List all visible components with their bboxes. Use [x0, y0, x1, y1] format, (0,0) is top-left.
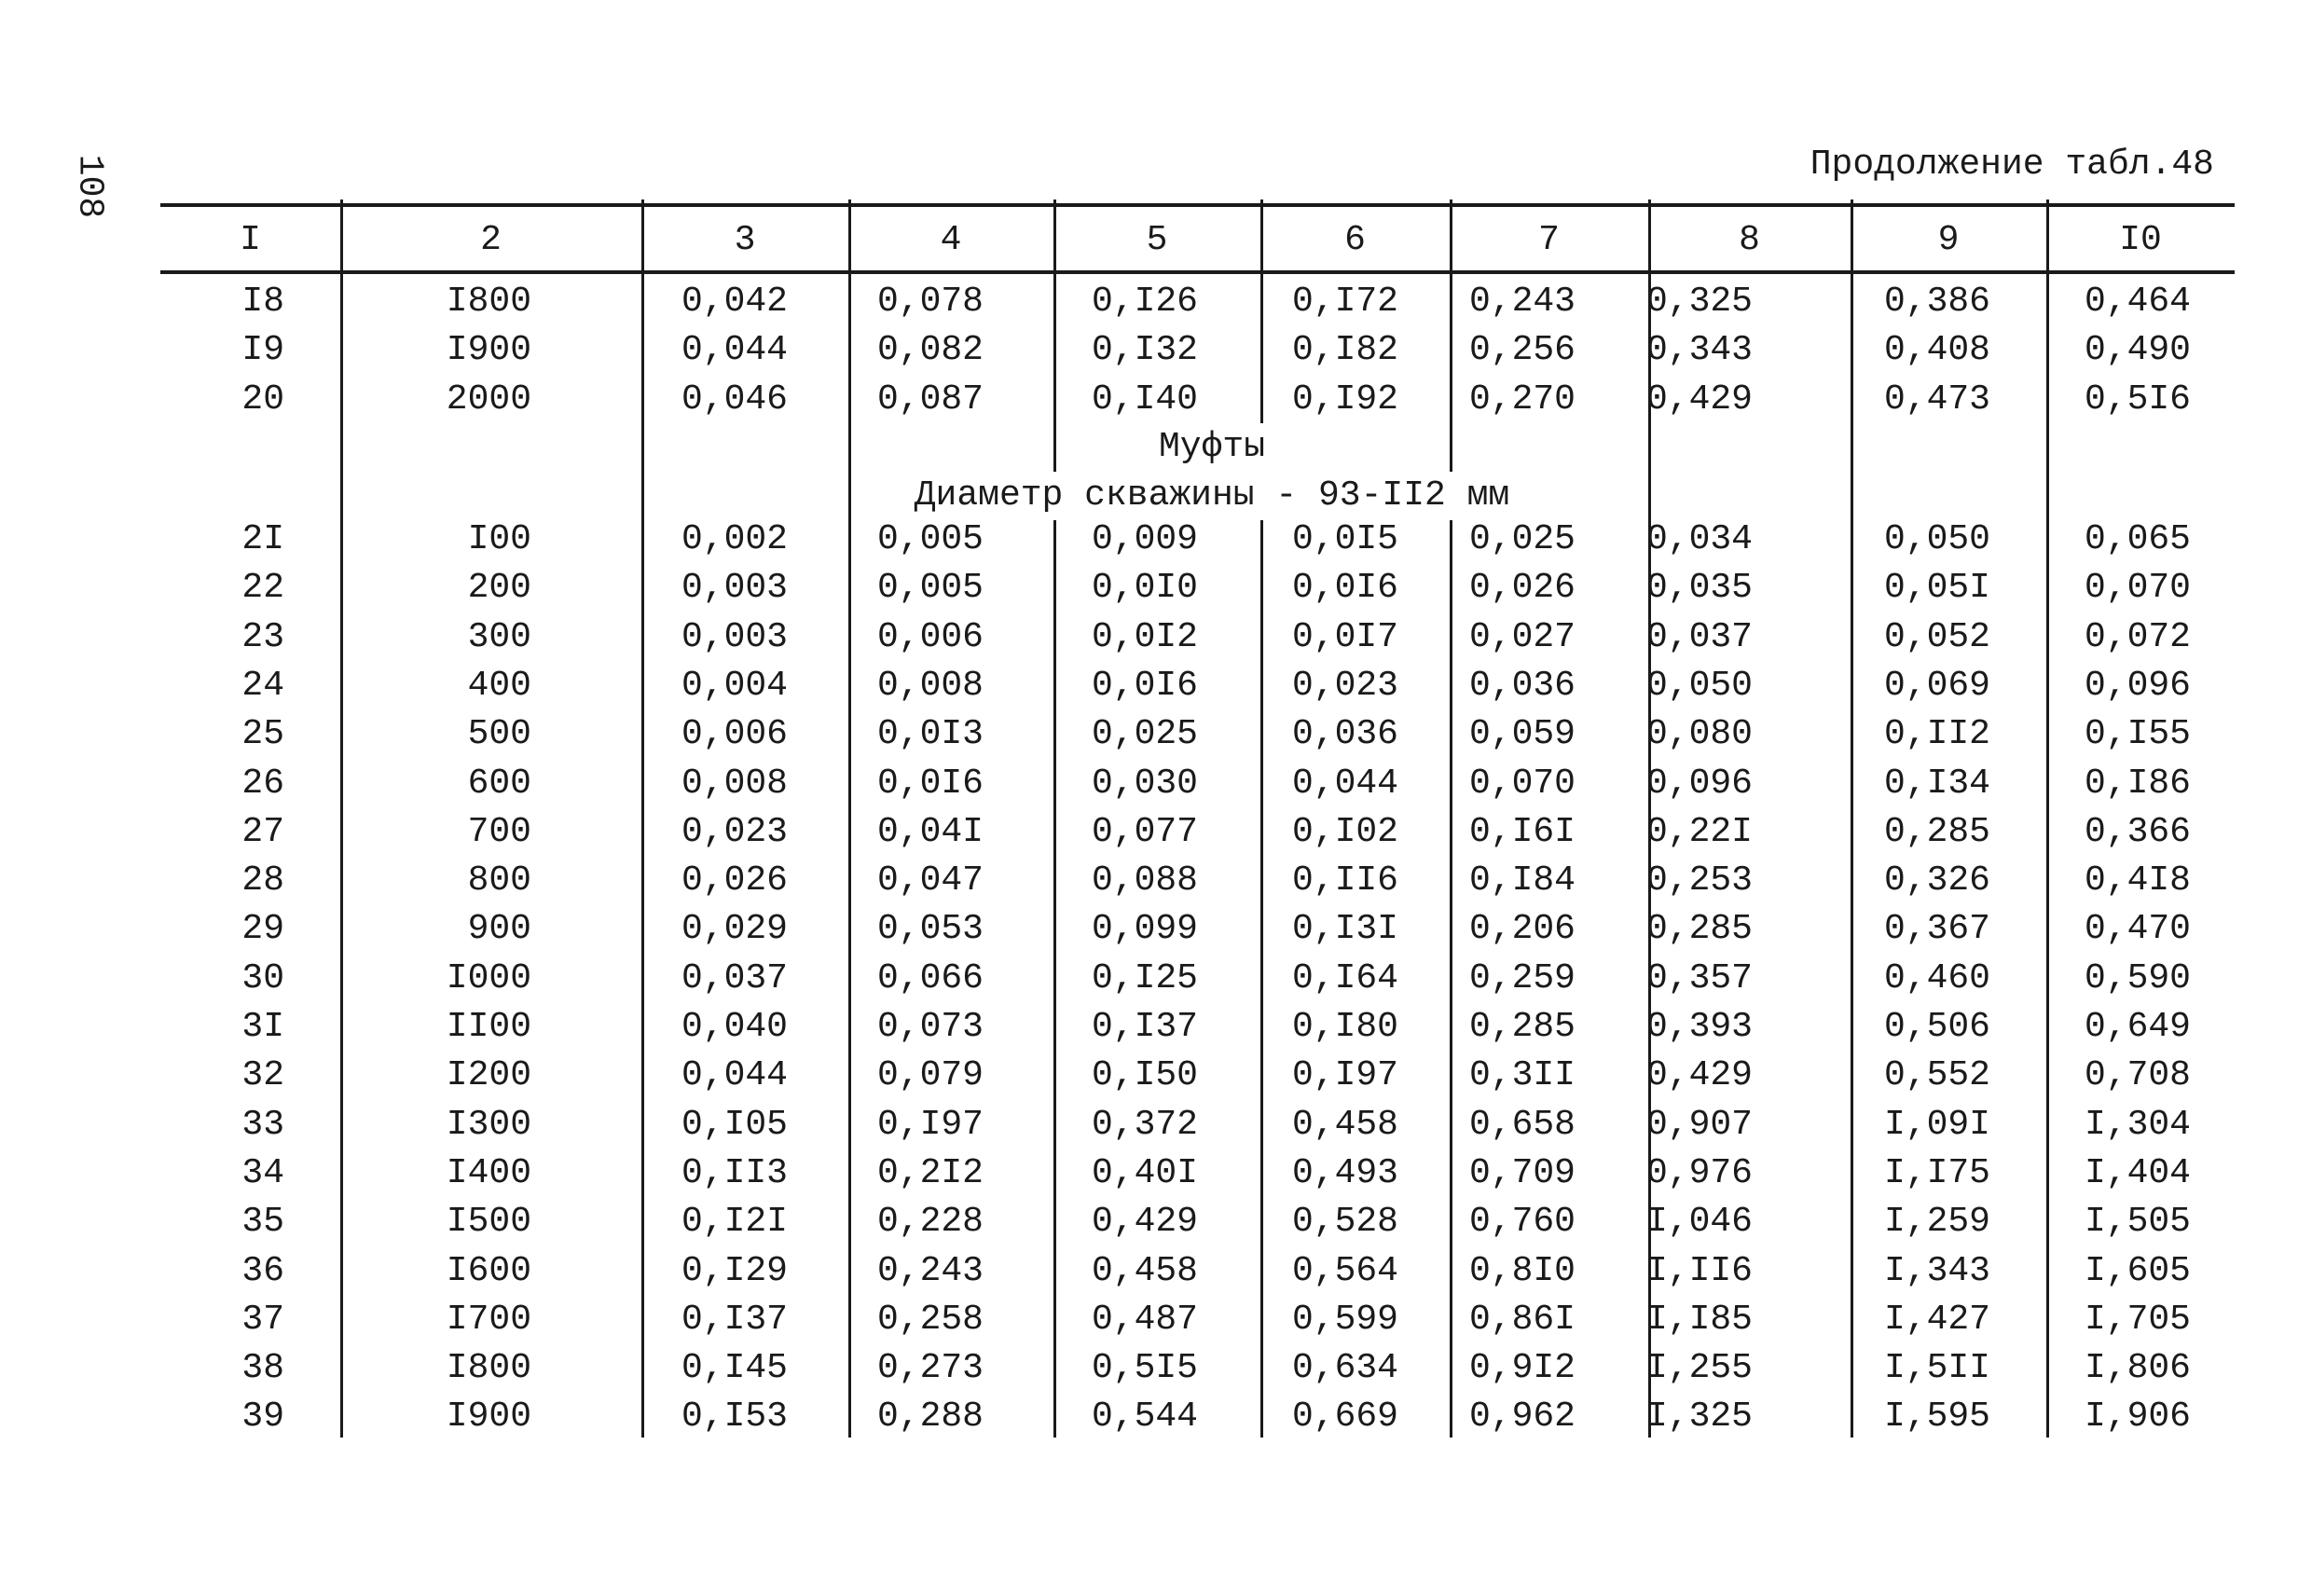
- table-cell: 0,I50: [1091, 1055, 1198, 1096]
- table-cell: 0,I53: [681, 1396, 788, 1438]
- table-cell: 0,070: [2084, 568, 2191, 609]
- table-cell: 0,006: [876, 616, 984, 657]
- table-cell: 0,088: [1091, 860, 1198, 901]
- table-top-rule: [160, 203, 2235, 207]
- table-cell: 0,473: [1883, 378, 1990, 420]
- table-cell: 0,464: [2084, 282, 2191, 322]
- table-cell: 0,044: [1291, 763, 1398, 804]
- table-cell: I,595: [1883, 1396, 1990, 1438]
- table-cell: 36: [241, 1250, 284, 1291]
- table-cell: 0,273: [876, 1348, 984, 1389]
- table-cell: 900: [467, 909, 531, 950]
- table-cell: 0,082: [876, 330, 984, 371]
- table-cell: 0,070: [1468, 763, 1576, 804]
- table-cell: 0,0I0: [1091, 568, 1198, 609]
- table-cell: 24: [241, 665, 284, 706]
- table-header-rule: [160, 270, 2235, 274]
- table-cell: 0,044: [681, 1055, 788, 1096]
- column-header: 6: [1344, 220, 1366, 260]
- table-cell: 0,367: [1883, 909, 1990, 950]
- table-cell: I500: [446, 1202, 531, 1243]
- table-cell: 0,599: [1291, 1299, 1398, 1340]
- table-cell: 0,I29: [681, 1250, 788, 1291]
- section-title: Муфты: [1081, 423, 1342, 472]
- table-cell: 0,976: [1645, 1152, 1753, 1193]
- table-cell: 0,030: [1091, 763, 1198, 804]
- table-cell: 0,0I2: [1091, 616, 1198, 657]
- table-cell: 0,40I: [1091, 1152, 1198, 1193]
- table-cell: I,325: [1645, 1396, 1753, 1438]
- table-cell: 30: [241, 957, 284, 998]
- table-cell: 0,658: [1468, 1104, 1576, 1145]
- table-cell: 0,366: [2084, 811, 2191, 852]
- table-cell: 25: [241, 714, 284, 755]
- table-cell: 0,9I2: [1468, 1348, 1576, 1389]
- table-cell: 0,036: [1468, 665, 1576, 706]
- table-cell: 0,I25: [1091, 957, 1198, 998]
- table-cell: 0,053: [876, 909, 984, 950]
- table-cell: 28: [241, 860, 284, 901]
- table-cell: I,343: [1883, 1250, 1990, 1291]
- table-cell: 0,009: [1091, 519, 1198, 559]
- table-cell: I200: [446, 1055, 531, 1096]
- table-cell: I,5II: [1883, 1348, 1990, 1389]
- table-cell: 0,493: [1291, 1152, 1398, 1193]
- table-cell: I,09I: [1883, 1104, 1990, 1145]
- table-cell: 400: [467, 665, 531, 706]
- table-cell: I9: [241, 330, 284, 371]
- table-cell: I,I85: [1645, 1299, 1753, 1340]
- table-cell: 0,634: [1291, 1348, 1398, 1389]
- table-cell: 0,I37: [1091, 1007, 1198, 1047]
- table-cell: 0,0I6: [1291, 568, 1398, 609]
- table-cell: 0,096: [1645, 763, 1753, 804]
- table-cell: 0,026: [681, 860, 788, 901]
- table-cell: 0,256: [1468, 330, 1576, 371]
- table-cell: 0,I45: [681, 1348, 788, 1389]
- table-cell: I,505: [2084, 1202, 2191, 1243]
- table-cell: 200: [467, 568, 531, 609]
- table-cell: I300: [446, 1104, 531, 1145]
- table-cell: 0,259: [1468, 957, 1576, 998]
- table-cell: 0,544: [1091, 1396, 1198, 1438]
- table-cell: I400: [446, 1152, 531, 1193]
- table-cell: 0,0I6: [1091, 665, 1198, 706]
- column-header: 2: [480, 220, 502, 260]
- table-cell: 0,907: [1645, 1104, 1753, 1145]
- table-cell: 0,429: [1091, 1202, 1198, 1243]
- table-cell: 0,I80: [1291, 1007, 1398, 1047]
- table-cell: 0,206: [1468, 909, 1576, 950]
- table-cell: 0,026: [1468, 568, 1576, 609]
- table-cell: 0,035: [1645, 568, 1753, 609]
- table-cell: I,046: [1645, 1202, 1753, 1243]
- table-cell: 0,408: [1883, 330, 1990, 371]
- table-cell: I900: [446, 330, 531, 371]
- table-cell: I,255: [1645, 1348, 1753, 1389]
- table-cell: 0,050: [1883, 519, 1990, 559]
- table-cell: 0,050: [1645, 665, 1753, 706]
- table-cell: 0,326: [1883, 860, 1990, 901]
- page-number: 108: [69, 154, 110, 219]
- table-cell: 0,285: [1468, 1007, 1576, 1047]
- table-cell: 0,006: [681, 714, 788, 755]
- table-cell: 0,008: [681, 763, 788, 804]
- table-cell: 0,649: [2084, 1007, 2191, 1047]
- table-cell: 0,669: [1291, 1396, 1398, 1438]
- table-cell: 38: [241, 1348, 284, 1389]
- table-cell: 0,I72: [1291, 282, 1398, 322]
- table-cell: 0,069: [1883, 665, 1990, 706]
- table-cell: 0,506: [1883, 1007, 1990, 1047]
- table-cell: 0,034: [1645, 519, 1753, 559]
- table-cell: I700: [446, 1299, 531, 1340]
- table-cell: 0,I97: [1291, 1055, 1398, 1096]
- table-cell: 0,003: [681, 616, 788, 657]
- column-header: 5: [1146, 220, 1168, 260]
- table-cell: I600: [446, 1250, 531, 1291]
- table-cell: 0,962: [1468, 1396, 1576, 1438]
- table-cell: 0,I26: [1091, 282, 1198, 322]
- table-cell: 700: [467, 811, 531, 852]
- table-cell: 0,I92: [1291, 378, 1398, 420]
- table-cell: 0,052: [1883, 616, 1990, 657]
- table-cell: I,427: [1883, 1299, 1990, 1340]
- table-cell: 35: [241, 1202, 284, 1243]
- table-cell: 0,065: [2084, 519, 2191, 559]
- table-cell: 0,372: [1091, 1104, 1198, 1145]
- table-cell: 0,258: [876, 1299, 984, 1340]
- table-cell: 0,429: [1645, 1055, 1753, 1096]
- table-cell: 0,5I6: [2084, 378, 2191, 420]
- section-subtitle: Диаметр скважины - 93-II2 мм: [914, 472, 1510, 520]
- table-cell: 0,005: [876, 519, 984, 559]
- table-cell: 0,008: [876, 665, 984, 706]
- table-cell: 0,005: [876, 568, 984, 609]
- table-cell: 0,243: [876, 1250, 984, 1291]
- table-cell: I,404: [2084, 1152, 2191, 1193]
- table-cell: 0,003: [681, 568, 788, 609]
- table-cell: 26: [241, 763, 284, 804]
- table-cell: 0,4I8: [2084, 860, 2191, 901]
- column-header: 8: [1739, 220, 1760, 260]
- table-cell: 0,393: [1645, 1007, 1753, 1047]
- table-cell: 0,590: [2084, 957, 2191, 998]
- table-cell: 0,285: [1883, 811, 1990, 852]
- table-cell: 0,096: [2084, 665, 2191, 706]
- table-cell: 0,709: [1468, 1152, 1576, 1193]
- table-cell: 300: [467, 616, 531, 657]
- table-cell: 0,I6I: [1468, 811, 1576, 852]
- table-cell: 0,8I0: [1468, 1250, 1576, 1291]
- column-header: 7: [1538, 220, 1560, 260]
- table-cell: I900: [446, 1396, 531, 1438]
- table-cell: 0,023: [1291, 665, 1398, 706]
- table-cell: 0,528: [1291, 1202, 1398, 1243]
- table-cell: 500: [467, 714, 531, 755]
- table-cell: 0,460: [1883, 957, 1990, 998]
- table-cell: 0,86I: [1468, 1299, 1576, 1340]
- table-cell: II00: [446, 1007, 531, 1047]
- table-cell: 0,357: [1645, 957, 1753, 998]
- table-cell: 0,I40: [1091, 378, 1198, 420]
- table-cell: 0,487: [1091, 1299, 1198, 1340]
- table-cell: 0,253: [1645, 860, 1753, 901]
- table-cell: 800: [467, 860, 531, 901]
- table-cell: 0,243: [1468, 282, 1576, 322]
- table-cell: 0,066: [876, 957, 984, 998]
- table-cell: 23: [241, 616, 284, 657]
- table-cell: 0,429: [1645, 378, 1753, 420]
- table-cell: I00: [467, 519, 531, 559]
- table-cell: 27: [241, 811, 284, 852]
- table-cell: 0,025: [1091, 714, 1198, 755]
- table-cell: 0,I3I: [1291, 909, 1398, 950]
- table-cell: 0,I82: [1291, 330, 1398, 371]
- table-cell: 0,036: [1291, 714, 1398, 755]
- table-cell: 22: [241, 568, 284, 609]
- table-cell: 0,037: [681, 957, 788, 998]
- table-cell: 0,564: [1291, 1250, 1398, 1291]
- table-cell: 2000: [446, 378, 531, 420]
- table-cell: 0,288: [876, 1396, 984, 1438]
- table-cell: 0,044: [681, 330, 788, 371]
- table-cell: 0,079: [876, 1055, 984, 1096]
- table-cell: 600: [467, 763, 531, 804]
- table-cell: I,806: [2084, 1348, 2191, 1389]
- table-cell: I800: [446, 282, 531, 322]
- column-header: 3: [734, 220, 756, 260]
- table-cell: 0,004: [681, 665, 788, 706]
- table-cell: 0,059: [1468, 714, 1576, 755]
- table-continuation-caption: Продолжение табл.48: [1810, 144, 2214, 185]
- column-divider: [340, 200, 343, 1438]
- table-cell: 0,386: [1883, 282, 1990, 322]
- table-cell: 0,05I: [1883, 568, 1990, 609]
- table-cell: 34: [241, 1152, 284, 1193]
- table-cell: 0,I34: [1883, 763, 1990, 804]
- table-cell: 0,040: [681, 1007, 788, 1047]
- table-cell: I,I75: [1883, 1152, 1990, 1193]
- table-cell: 0,2I2: [876, 1152, 984, 1193]
- table-cell: 0,078: [876, 282, 984, 322]
- table-cell: 0,458: [1291, 1104, 1398, 1145]
- table-cell: 33: [241, 1104, 284, 1145]
- table-cell: 0,I84: [1468, 860, 1576, 901]
- table-cell: 0,087: [876, 378, 984, 420]
- table-cell: 0,II6: [1291, 860, 1398, 901]
- table-cell: 0,027: [1468, 616, 1576, 657]
- table-cell: 2I: [241, 519, 284, 559]
- table-cell: 0,042: [681, 282, 788, 322]
- table-cell: 0,I37: [681, 1299, 788, 1340]
- table-cell: I,304: [2084, 1104, 2191, 1145]
- table-cell: I,906: [2084, 1396, 2191, 1438]
- table-cell: I8: [241, 282, 284, 322]
- column-header: I0: [2119, 220, 2162, 260]
- table-cell: 0,22I: [1645, 811, 1753, 852]
- table-cell: 39: [241, 1396, 284, 1438]
- column-header: 9: [1937, 220, 1960, 260]
- table-cell: 3I: [241, 1007, 284, 1047]
- table-cell: 0,0I7: [1291, 616, 1398, 657]
- table-cell: I800: [446, 1348, 531, 1389]
- table-cell: 0,I05: [681, 1104, 788, 1145]
- table-cell: 0,099: [1091, 909, 1198, 950]
- table-cell: I,705: [2084, 1299, 2191, 1340]
- table-cell: 0,760: [1468, 1202, 1576, 1243]
- table-cell: 0,708: [2084, 1055, 2191, 1096]
- table-cell: 0,077: [1091, 811, 1198, 852]
- table-cell: 0,I02: [1291, 811, 1398, 852]
- table-cell: 29: [241, 909, 284, 950]
- table-cell: 0,037: [1645, 616, 1753, 657]
- table-cell: 0,073: [876, 1007, 984, 1047]
- table-cell: I,II6: [1645, 1250, 1753, 1291]
- table-cell: I,605: [2084, 1250, 2191, 1291]
- table-cell: 0,002: [681, 519, 788, 559]
- table-cell: 0,025: [1468, 519, 1576, 559]
- table-cell: 0,458: [1091, 1250, 1198, 1291]
- table-cell: 0,0I3: [876, 714, 984, 755]
- column-header: 4: [940, 220, 962, 260]
- table-cell: 0,I2I: [681, 1202, 788, 1243]
- table-cell: 0,5I5: [1091, 1348, 1198, 1389]
- table-cell: 0,023: [681, 811, 788, 852]
- table-cell: 0,047: [876, 860, 984, 901]
- table-cell: 0,046: [681, 378, 788, 420]
- table-cell: 0,470: [2084, 909, 2191, 950]
- table-cell: 0,552: [1883, 1055, 1990, 1096]
- table-cell: 0,I97: [876, 1104, 984, 1145]
- table-cell: 0,04I: [876, 811, 984, 852]
- table-cell: 0,490: [2084, 330, 2191, 371]
- column-header: I: [240, 220, 261, 260]
- table-cell: 32: [241, 1055, 284, 1096]
- table-cell: 0,325: [1645, 282, 1753, 322]
- table-cell: 0,0I6: [876, 763, 984, 804]
- table-cell: 0,285: [1645, 909, 1753, 950]
- table-cell: 0,II3: [681, 1152, 788, 1193]
- table-cell: 0,0I5: [1291, 519, 1398, 559]
- table-cell: 0,I64: [1291, 957, 1398, 998]
- table-cell: 0,II2: [1883, 714, 1990, 755]
- table-cell: 0,I32: [1091, 330, 1198, 371]
- table-cell: 0,343: [1645, 330, 1753, 371]
- table-cell: 0,I55: [2084, 714, 2191, 755]
- table-cell: 0,228: [876, 1202, 984, 1243]
- table-cell: 20: [241, 378, 284, 420]
- table-cell: 0,029: [681, 909, 788, 950]
- table-cell: I000: [446, 957, 531, 998]
- table-cell: 0,072: [2084, 616, 2191, 657]
- table-cell: 0,I86: [2084, 763, 2191, 804]
- table-cell: I,259: [1883, 1202, 1990, 1243]
- table-cell: 0,080: [1645, 714, 1753, 755]
- table-cell: 37: [241, 1299, 284, 1340]
- table-cell: 0,3II: [1468, 1055, 1576, 1096]
- table-cell: 0,270: [1468, 378, 1576, 420]
